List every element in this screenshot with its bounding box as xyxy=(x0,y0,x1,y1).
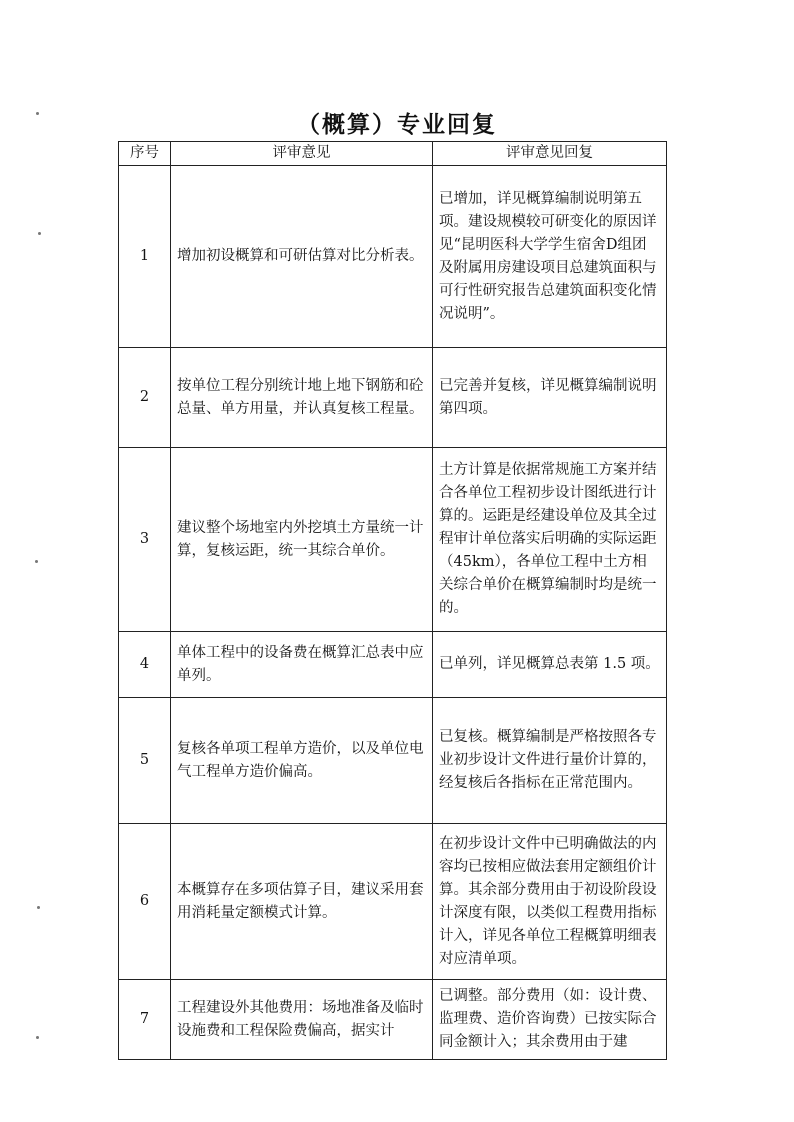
header-opinion: 评审意见 xyxy=(171,142,433,166)
row-reply: 已完善并复核，详见概算编制说明第四项。 xyxy=(433,348,667,448)
row-number: 5 xyxy=(119,698,171,824)
row-opinion: 单体工程中的设备费在概算汇总表中应单列。 xyxy=(171,632,433,698)
row-opinion: 按单位工程分别统计地上地下钢筋和砼总量、单方用量，并认真复核工程量。 xyxy=(171,348,433,448)
scan-speck xyxy=(38,232,41,235)
row-reply: 已复核。概算编制是严格按照各专业初步设计文件进行量价计算的，经复核后各指标在正常范围内。 xyxy=(433,698,667,824)
header-reply: 评审意见回复 xyxy=(433,142,667,166)
table-row xyxy=(119,824,667,980)
table-row xyxy=(119,698,667,824)
row-number: 1 xyxy=(119,166,171,348)
header-no: 序号 xyxy=(119,142,171,166)
row-reply: 已调整。部分费用（如：设计费、监理费、造价咨询费）已按实际合同金额计入；其余费用由于建 xyxy=(433,980,667,1060)
table-row xyxy=(119,632,667,698)
page-title: （概算）专业回复 xyxy=(297,111,497,138)
row-reply: 已单列，详见概算总表第 1.5 项。 xyxy=(433,632,667,698)
row-number: 6 xyxy=(119,824,171,980)
scan-speck xyxy=(36,112,39,115)
table-row xyxy=(119,448,667,632)
row-reply: 土方计算是依据常规施工方案并结合各单位工程初步设计图纸进行计算的。运距是经建设单位及其全过程审计单位落实后明确的实际运距（45km），各单位工程中土方相关综合单价在概算编制时均是统一的。 xyxy=(433,448,667,632)
row-opinion: 建议整个场地室内外挖填土方量统一计算，复核运距，统一其综合单价。 xyxy=(171,448,433,632)
row-opinion: 本概算存在多项估算子目，建议采用套用消耗量定额模式计算。 xyxy=(171,824,433,980)
scan-speck xyxy=(36,1036,39,1039)
row-number: 2 xyxy=(119,348,171,448)
table-row xyxy=(119,980,667,1060)
row-number: 4 xyxy=(119,632,171,698)
review-table xyxy=(118,141,667,1060)
row-reply: 已增加，详见概算编制说明第五项。建设规模较可研变化的原因详见“昆明医科大学学生宿舍D组团及附属用房建设项目总建筑面积与可行性研究报告总建筑面积变化情况说明”。 xyxy=(433,166,667,348)
row-opinion: 复核各单项工程单方造价，以及单位电气工程单方造价偏高。 xyxy=(171,698,433,824)
table-row xyxy=(119,348,667,448)
row-opinion: 工程建设外其他费用：场地准备及临时设施费和工程保险费偏高，据实计 xyxy=(171,980,433,1060)
table-header-row xyxy=(119,142,667,166)
scan-speck xyxy=(35,560,38,563)
scan-speck xyxy=(37,906,40,909)
row-opinion: 增加初设概算和可研估算对比分析表。 xyxy=(171,166,433,348)
row-number: 7 xyxy=(119,980,171,1060)
row-number: 3 xyxy=(119,448,171,632)
table-row xyxy=(119,166,667,348)
row-reply: 在初步设计文件中已明确做法的内容均已按相应做法套用定额组价计算。其余部分费用由于初设阶段设计深度有限，以类似工程费用指标计入，详见各单位工程概算明细表对应清单项。 xyxy=(433,824,667,980)
